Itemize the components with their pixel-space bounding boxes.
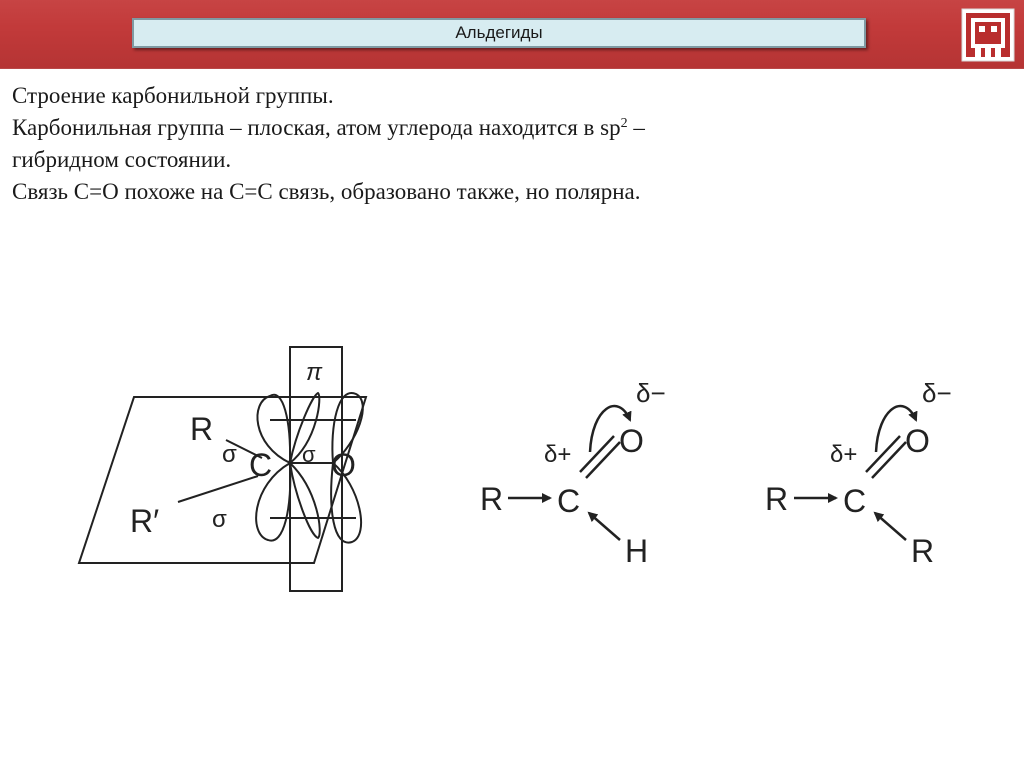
text-line-planar bbox=[12, 112, 1008, 144]
aldehyde-h-arrow bbox=[589, 513, 620, 540]
ketone-diagram bbox=[765, 378, 952, 569]
ketone-delta-minus: δ− bbox=[922, 378, 952, 408]
orbital-diagram bbox=[79, 347, 366, 591]
pi-label: π bbox=[306, 359, 323, 386]
sigma-label-r: σ bbox=[222, 441, 237, 468]
r-prime-label: R′ bbox=[130, 503, 160, 539]
sigma-label-co: σ bbox=[302, 442, 316, 467]
ketone-oxygen: O bbox=[905, 423, 930, 459]
logo-icon bbox=[961, 8, 1015, 62]
text-line-planar-dash: – bbox=[627, 115, 645, 140]
molecular-plane bbox=[79, 397, 366, 563]
ketone-r-bottom: R bbox=[911, 533, 935, 569]
ketone-carbon: C bbox=[843, 483, 867, 519]
text-line-structure: Строение карбонильной группы. bbox=[12, 83, 334, 108]
text-line-hybrid: гибридном состоянии. bbox=[12, 147, 232, 172]
text-line-planar-main: Карбонильная группа – плоская, атом углерода находится в sp bbox=[12, 115, 621, 140]
text-line-bond: Связь C=O похоже на C=C связь, образовано также, но полярна. bbox=[12, 179, 641, 204]
carbonyl-figure bbox=[0, 330, 1024, 620]
carbon-sp2-orbital-bottom bbox=[290, 463, 320, 538]
superscript-2: 2 bbox=[620, 116, 628, 131]
body-text bbox=[12, 80, 1008, 208]
aldehyde-carbon: C bbox=[557, 483, 581, 519]
aldehyde-h: H bbox=[625, 533, 649, 569]
title-box bbox=[132, 18, 866, 48]
sigma-label-rprime: σ bbox=[212, 506, 227, 533]
r-prime-bond-line bbox=[178, 476, 258, 502]
r-label: R bbox=[190, 411, 214, 447]
carbon-label: C bbox=[249, 447, 273, 483]
oxygen-label: O bbox=[331, 447, 356, 483]
aldehyde-r: R bbox=[480, 481, 504, 517]
ketone-r-left: R bbox=[765, 481, 789, 517]
aldehyde-delta-plus: δ+ bbox=[544, 441, 572, 468]
ketone-delta-plus: δ+ bbox=[830, 441, 858, 468]
page-title: Альдегиды bbox=[455, 23, 543, 42]
aldehyde-diagram bbox=[480, 378, 666, 569]
ketone-r-bottom-arrow bbox=[875, 513, 906, 540]
aldehyde-delta-minus: δ− bbox=[636, 378, 666, 408]
aldehyde-oxygen: O bbox=[619, 423, 644, 459]
